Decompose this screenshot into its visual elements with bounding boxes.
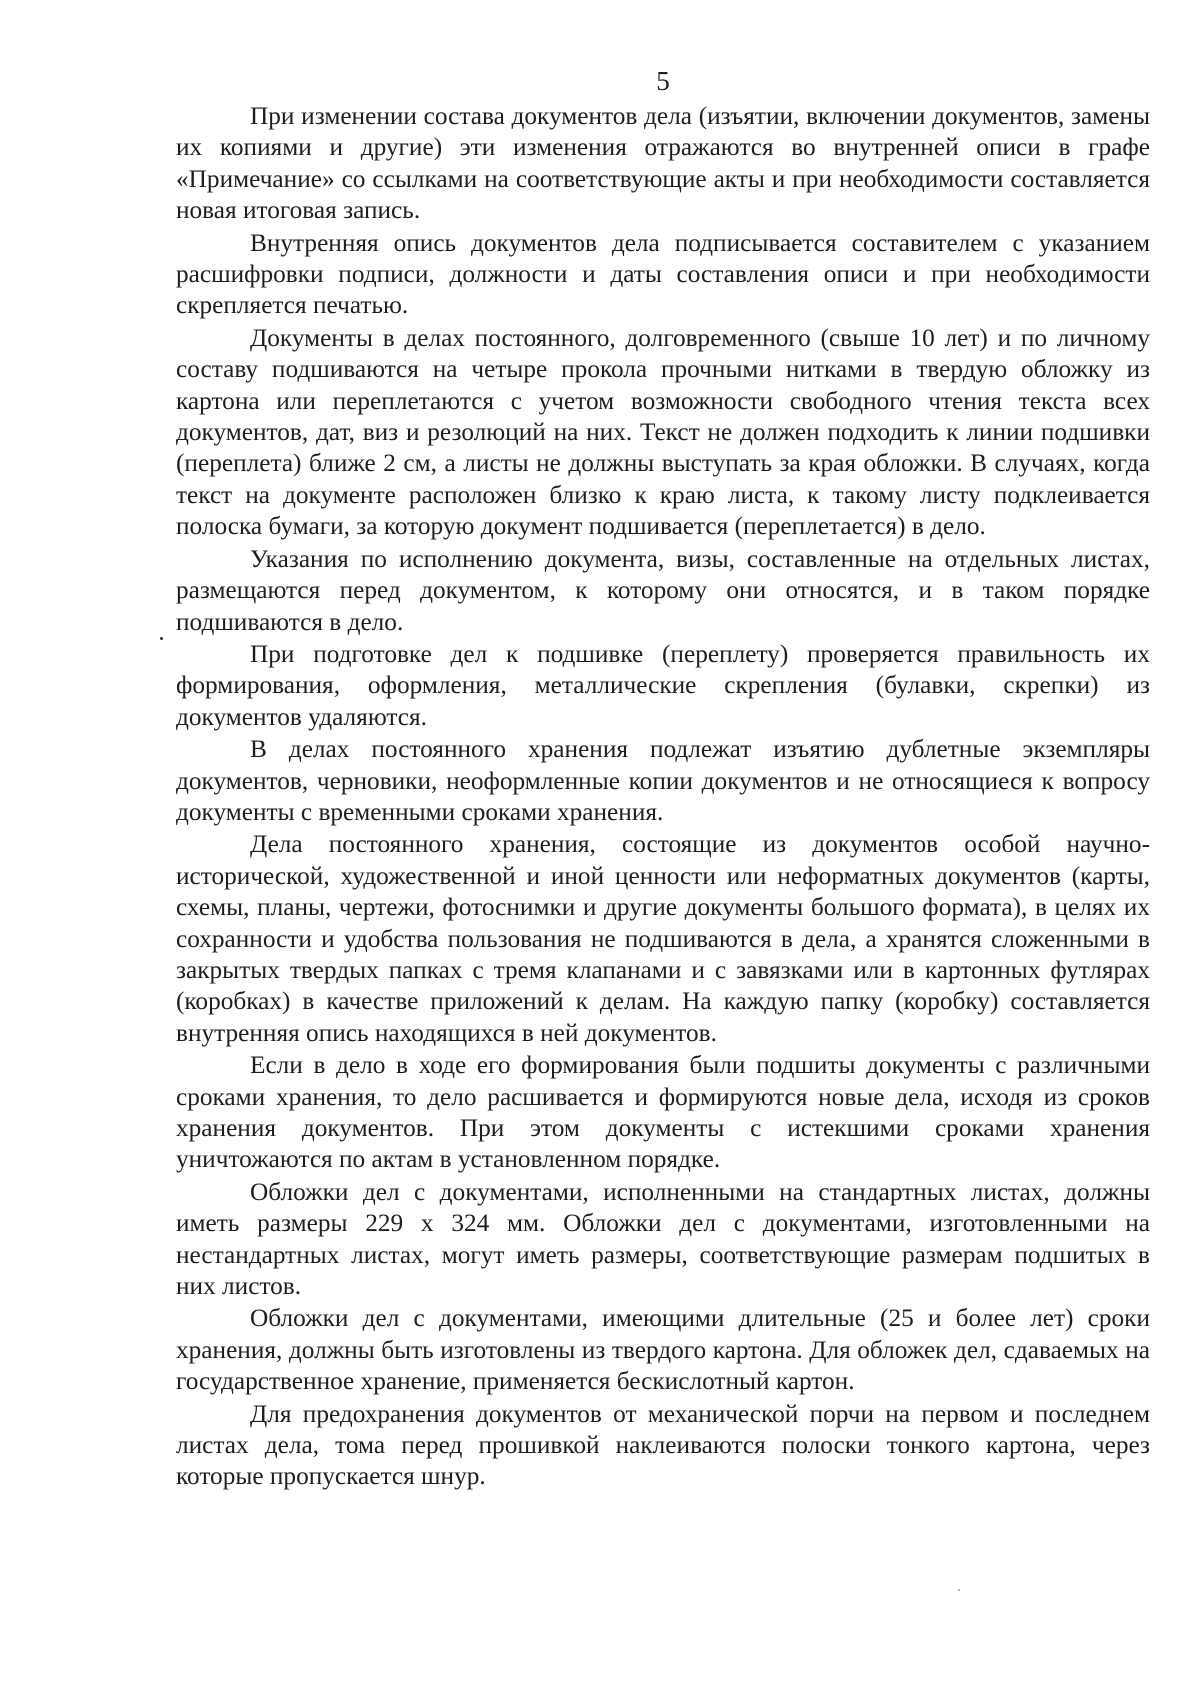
- paragraph-special-value-storage: Дела постоянного хранения, состоящие из документов особой научно-исторической, художественной и иной ценности или неформатных документов (карты, схемы, планы, чертежи, фотоснимки и другие документы большого формата), в целях их сохранности и удобства пользования не подшиваются в дела, а хранятся сложенными в закрытых твердых папках с тремя клапанами и с завязками или в картонных футлярах (коробках) в качестве приложений к делам. На каждую папку (коробку) составляется внутренняя опись находящихся в ней документов.: [176, 830, 1150, 1047]
- document-body: [176, 101, 1150, 1493]
- paragraph-mixed-retention: Если в дело в ходе его формирования были подшиты документы с различными сроками хранения, то дело расшивается и формируются новые дела, исходя из сроков хранения документов. При этом документы с истекшими сроками хранения уничтожаются по актам в установленном порядке.: [176, 1051, 1150, 1174]
- paragraph-duplicates-removal: В делах постоянного хранения подлежат изъятию дублетные экземпляры документов, черновики, неоформленные копии документов и не относящиеся к вопросу документы с временными сроками хранения.: [176, 735, 1150, 826]
- paragraph-cover-sizes: Обложки дел с документами, исполненными на стандартных листах, должны иметь размеры 229 x 324 мм. Обложки дел с документами, изготовленными на нестандартных листах, могут иметь размеры, соответствующие размерам подшитых в них листов.: [176, 1177, 1150, 1301]
- paragraph-cover-material: Обложки дел с документами, имеющими длительные (25 и более лет) сроки хранения, должны быть изготовлены из твердого картона. Для обложек дел, сдаваемых на государственное хранение, применяется бескислотный картон.: [176, 1304, 1150, 1396]
- paragraph-inventory-signing: Внутренняя опись документов дела подписывается составителем с указанием расшифровки подписи, должности и даты составления описи и при необходимости скрепляется печатью.: [176, 228, 1150, 320]
- scan-speck-mark: [958, 1589, 960, 1591]
- page-number: 5: [656, 66, 670, 96]
- paragraph-instructions-placement: Указания по исполнению документа, визы, составленные на отдельных листах, размещаются перед документом, к которому они относятся, и в таком порядке подшиваются в дело.: [176, 544, 1150, 636]
- scan-speck-mark: [160, 637, 163, 640]
- paragraph-binding-rules: Документы в делах постоянного, долговременного (свыше 10 лет) и по личному составу подшиваются на четыре прокола прочными нитками в твердую обложку из картона или переплетаются с учетом возможности свободного чтения текста всех документов, дат, виз и резолюций на них. Текст не должен подходить к линии подшивки (переплета) ближе 2 см, а листы не должны выступать за края обложки. В случаях, когда текст на документе расположен близко к краю листа, к такому листу подклеивается полоска бумаги, за которую документ подшивается (переплетается) в дело.: [176, 323, 1150, 541]
- paragraph-inventory-changes: При изменении состава документов дела (изъятии, включении документов, замены их копиями и другие) эти изменения отражаются во внутренней описи в графе «Примечание» со ссылками на соответствующие акты и при необходимости составляется новая итоговая запись.: [176, 102, 1150, 225]
- paragraph-binding-preparation: При подготовке дел к подшивке (переплету) проверяется правильность их формирования, оформления, металлические скрепления (булавки, скрепки) из документов удаляются.: [176, 639, 1150, 731]
- paragraph-damage-protection: Для предохранения документов от механической порчи на первом и последнем листах дела, тома перед прошивкой наклеиваются полоски тонкого картона, через которые пропускается шнур.: [176, 1399, 1150, 1491]
